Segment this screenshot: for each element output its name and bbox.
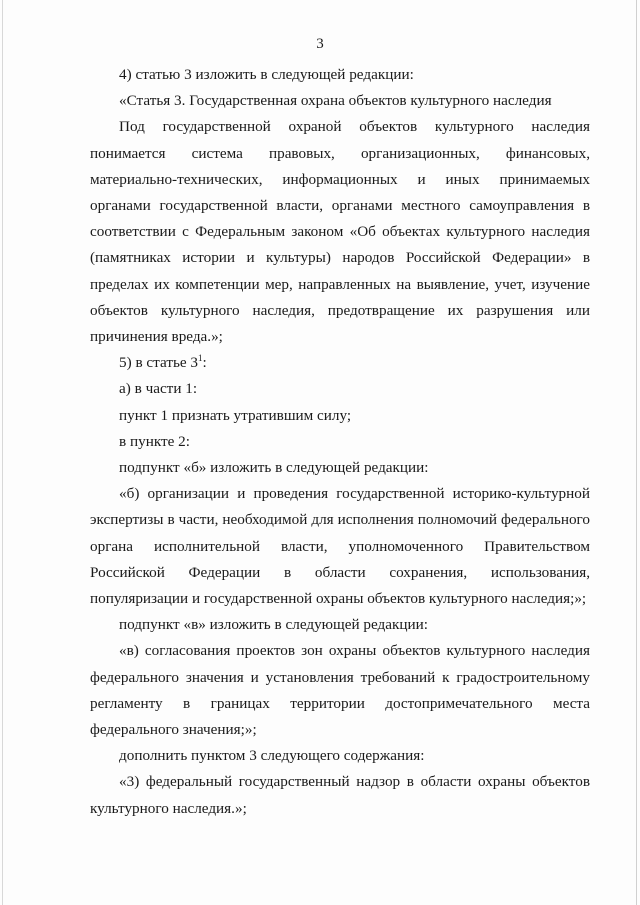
paragraph-subpoint-b-intro: подпункт «б» изложить в следующей редакции: <box>119 459 429 477</box>
paragraph-article-3-text: Под государственной охраной объектов культурного наследия понимается система правовых, организационных, финансовых, материально-технических, информационных и иных принимаемых органами государственной власти, органами местного самоуправления в соответствии с Федеральным законом «Об объектах культурного наследия (памятниках истории и культуры) народов Российской Федерации» в пределах их компетенции мер, направленных на выявление, учет, изучение объектов культурного наследия, предотвращение их разрушения или причинения вреда.»; <box>90 118 590 346</box>
paragraph-part-1: а) в части 1: <box>119 380 198 398</box>
paragraph-subpoint-v-intro: подпункт «в» изложить в следующей редакции: <box>119 616 428 634</box>
paragraph-add-point-3: дополнить пунктом 3 следующего содержания: <box>119 747 425 765</box>
page-left-edge <box>2 0 3 905</box>
item-5-colon: : <box>202 354 207 372</box>
paragraph-subpoint-b-text: «б) организации и проведения государственной историко-культурной экспертизы в части, необходимой для исполнения полномочий федерального органа исполнительной власти, уполномоченного Правительством Российской Федерации в области сохранения, использования, популяризации и государственной охраны объектов культурного наследия;»; <box>90 485 590 608</box>
paragraph-item-5 <box>90 350 590 376</box>
page-right-edge <box>636 0 637 905</box>
page-number: 3 <box>316 36 324 52</box>
item-5-text: 5) в статье 3 <box>119 354 199 372</box>
paragraph-point-3-text: «3) федеральный государственный надзор в области охраны объектов культурного наследия.»; <box>90 773 590 817</box>
paragraph-point-2: в пункте 2: <box>119 432 190 450</box>
item-5-superscript: 1 <box>198 353 203 364</box>
paragraph-article-3-heading: «Статья 3. Государственная охрана объектов культурного наследия <box>119 92 552 110</box>
paragraph-item-4: 4) статью 3 изложить в следующей редакции: <box>119 66 414 83</box>
paragraph-subpoint-v-text: «в) согласования проектов зон охраны объектов культурного наследия федерального значения и установления требований к градостроительному регламенту в границах территории достопримечательного места федерального значения;»; <box>90 642 590 739</box>
document-body <box>90 62 590 822</box>
paragraph-point-1: пункт 1 признать утратившим силу; <box>119 406 352 424</box>
